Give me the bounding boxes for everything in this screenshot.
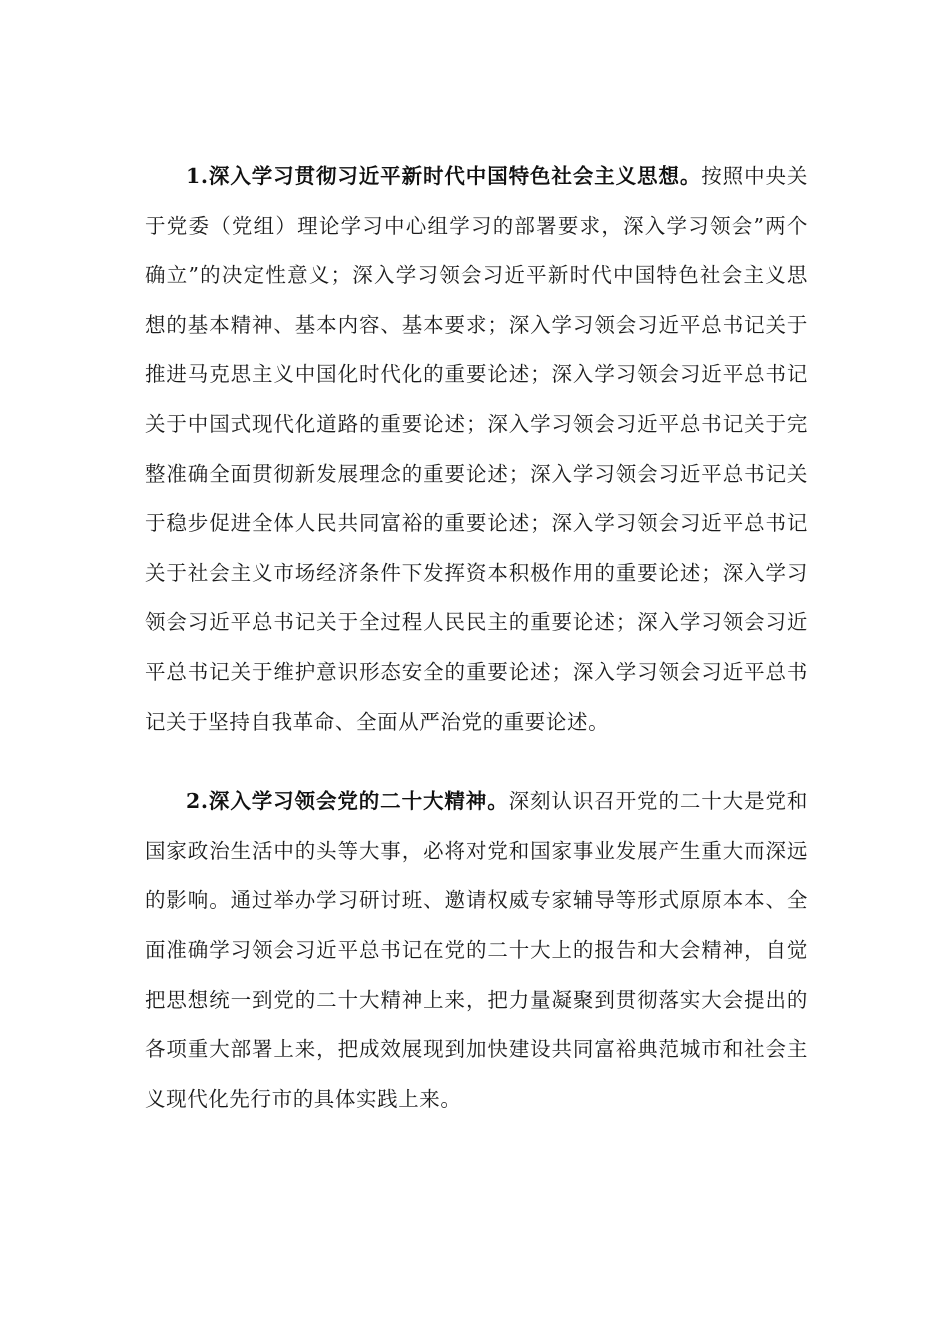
document-body xyxy=(145,152,808,1124)
paragraph-2 xyxy=(145,777,808,1124)
paragraph-1 xyxy=(145,152,808,747)
paragraph-1-text: 按照中央关于党委（党组）理论学习中心组学习的部署要求，深入学习领会”两个确立”的决定性意义；深入学习领会习近平新时代中国特色社会主义思想的基本精神、基本内容、基本要求；深入学习领会习近平总书记关于推进马克思主义中国化时代化的重要论述；深入学习领会习近平总书记关于中国式现代化道路的重要论述；深入学习领会习近平总书记关于完整准确全面贯彻新发展理念的重要论述；深入学习领会习近平总书记关于稳步促进全体人民共同富裕的重要论述；深入学习领会习近平总书记关于社会主义市场经济条件下发挥资本积极作用的重要论述；深入学习领会习近平总书记关于全过程人民民主的重要论述；深入学习领会习近平总书记关于维护意识形态安全的重要论述；深入学习领会习近平总书记关于坚持自我革命、全面从严治党的重要论述。 xyxy=(145,164,808,734)
paragraph-1-heading: 1.深入学习贯彻习近平新时代中国特色社会主义思想。 xyxy=(186,164,702,188)
paragraph-2-text: 深刻认识召开党的二十大是党和国家政治生活中的头等大事，必将对党和国家事业发展产生重大而深远的影响。通过举办学习研讨班、邀请权威专家辅导等形式原原本本、全面准确学习领会习近平总书记在党的二十大上的报告和大会精神，自觉把思想统一到党的二十大精神上来，把力量凝聚到贯彻落实大会提出的各项重大部署上来，把成效展现到加快建设共同富裕典范城市和社会主义现代化先行市的具体实践上来。 xyxy=(145,789,808,1111)
paragraph-2-heading: 2.深入学习领会党的二十大精神。 xyxy=(186,789,509,814)
